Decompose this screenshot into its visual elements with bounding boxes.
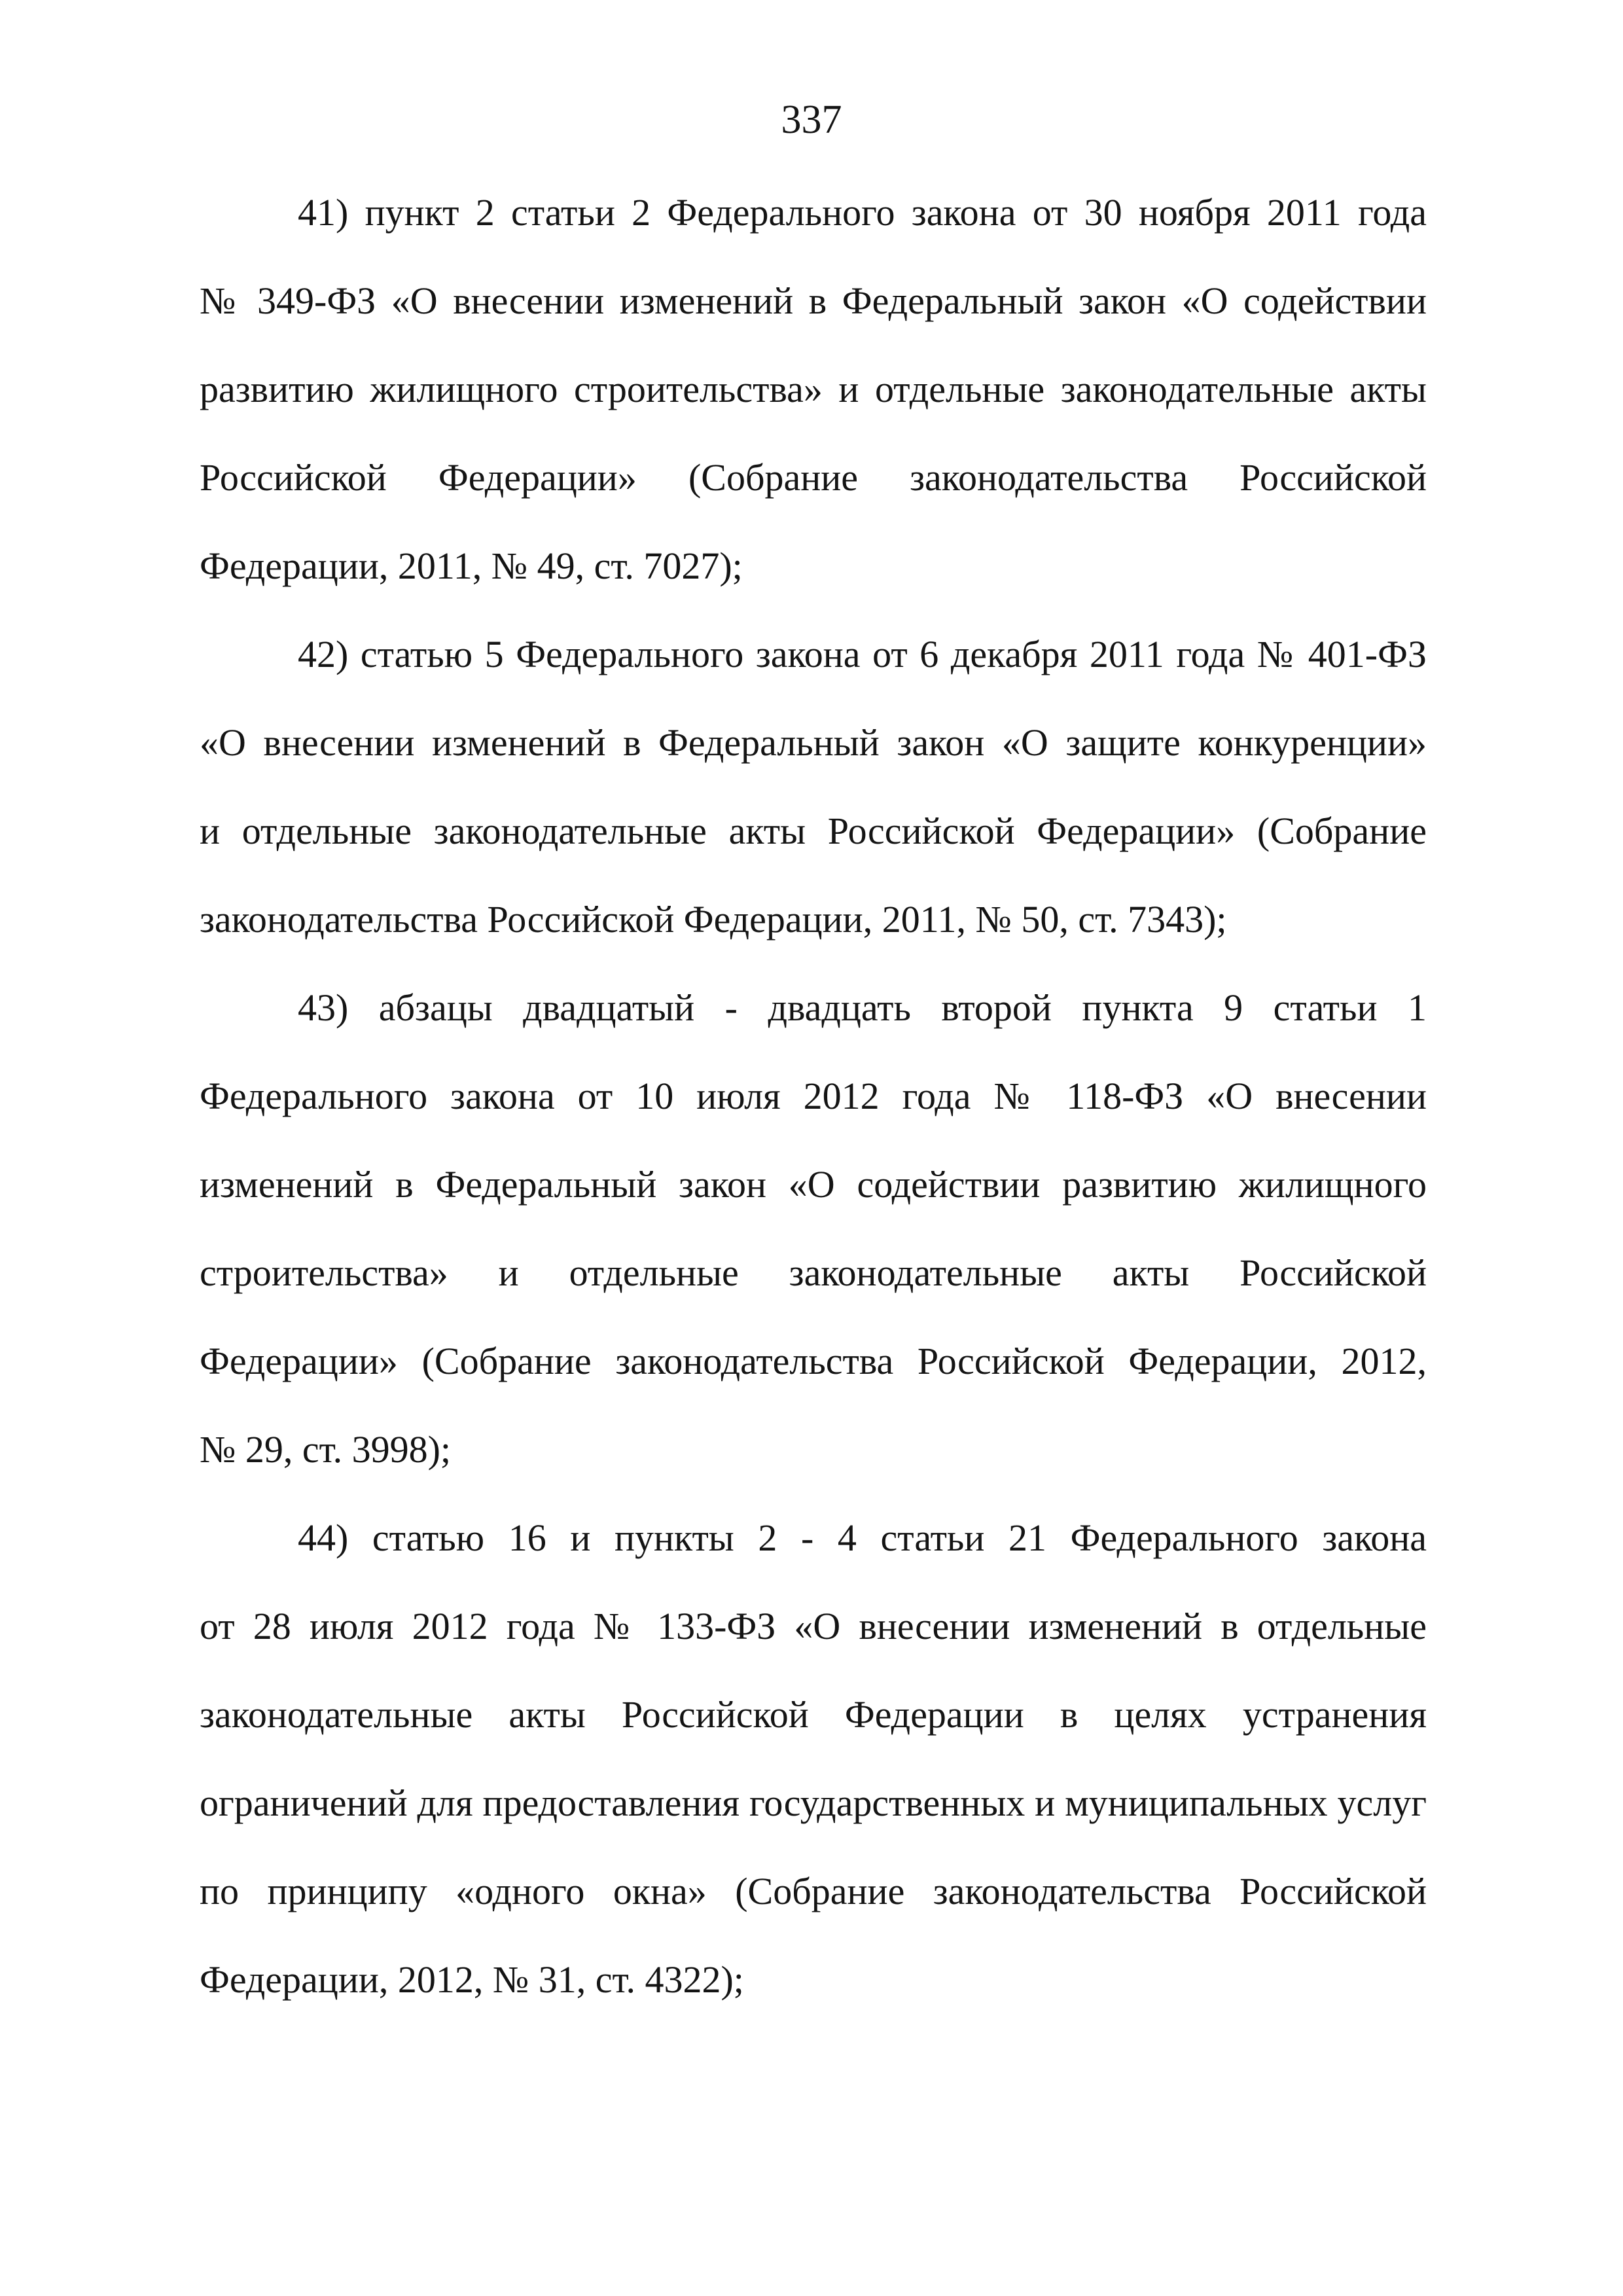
paragraph-44-line-6: Федерации, 2012, № 31, ст. 4322); xyxy=(200,1958,744,2001)
paragraph-41-line-3: развитию жилищного строительства» и отдельные законодательные акты xyxy=(200,368,1427,410)
paragraph-42-line-4: законодательства Российской Федерации, 2011, № 50, ст. 7343); xyxy=(200,898,1227,941)
paragraph-41-line-5: Федерации, 2011, № 49, ст. 7027); xyxy=(200,545,743,587)
paragraph-42-line-3: и отдельные законодательные акты Российской Федерации» (Собрание xyxy=(200,810,1427,852)
paragraph-41-line-1: 41) пункт 2 статьи 2 Федерального закона от 30 ноября 2011 года xyxy=(298,191,1427,234)
paragraph-43-line-3: изменений в Федеральный закон «О содействии развитию жилищного xyxy=(200,1163,1427,1206)
page-number: 337 xyxy=(781,98,842,142)
paragraph-43-line-4: строительства» и отдельные законодательные акты Российской xyxy=(200,1251,1427,1294)
paragraph-42-line-2: «О внесении изменений в Федеральный закон «О защите конкуренции» xyxy=(200,721,1427,764)
paragraph-43-line-2: Федерального закона от 10 июля 2012 года № 118-ФЗ «О внесении xyxy=(200,1075,1427,1117)
paragraph-43-line-6: № 29, ст. 3998); xyxy=(200,1428,451,1471)
paragraph-41-line-2: № 349-ФЗ «О внесении изменений в Федеральный закон «О содействии xyxy=(200,279,1427,322)
paragraph-41-line-4: Российской Федерации» (Собрание законодательства Российской xyxy=(200,456,1427,499)
paragraph-42-line-1: 42) статью 5 Федерального закона от 6 декабря 2011 года № 401-ФЗ xyxy=(298,633,1427,675)
paragraph-43-line-5: Федерации» (Собрание законодательства Российской Федерации, 2012, xyxy=(200,1340,1427,1382)
paragraph-44-line-3: законодательные акты Российской Федерации в целях устранения xyxy=(200,1693,1427,1736)
paragraph-44-line-2: от 28 июля 2012 года № 133-ФЗ «О внесении изменений в отдельные xyxy=(200,1605,1427,1647)
paragraph-43-line-1: 43) абзацы двадцатый - двадцать второй пункта 9 статьи 1 xyxy=(298,986,1427,1029)
paragraph-44-line-1: 44) статью 16 и пункты 2 - 4 статьи 21 Федерального закона xyxy=(298,1516,1427,1559)
paragraph-44-line-4: ограничений для предоставления государственных и муниципальных услуг xyxy=(200,1782,1427,1824)
paragraph-44-line-5: по принципу «одного окна» (Собрание законодательства Российской xyxy=(200,1870,1427,1912)
